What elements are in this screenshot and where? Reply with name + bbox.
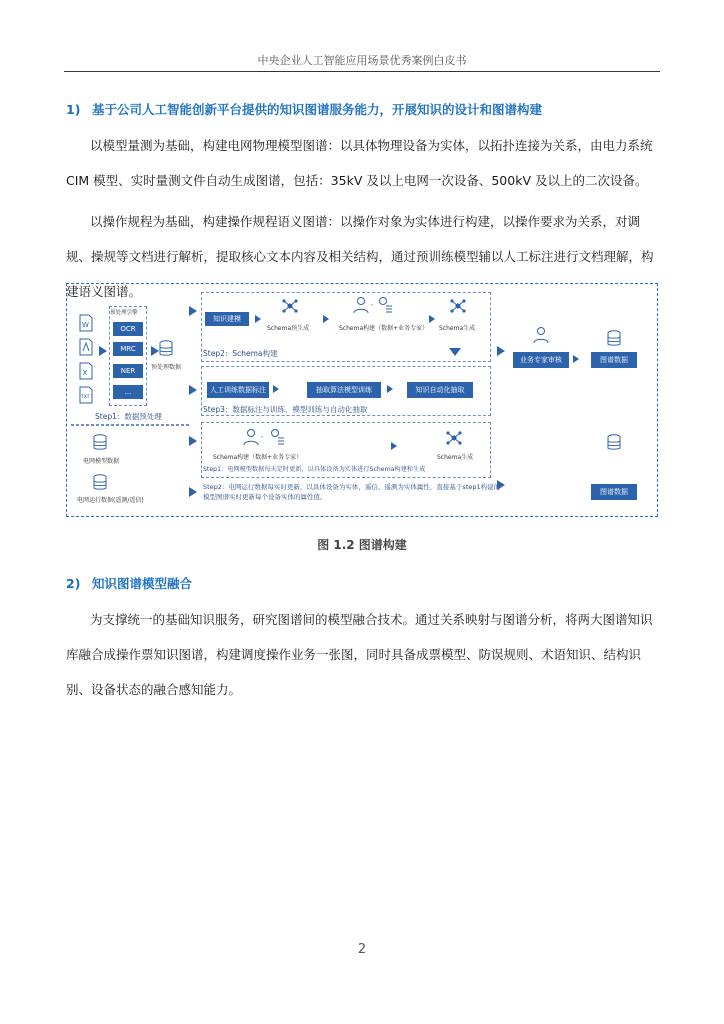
grid-model-data-label: 电网模型数据 xyxy=(83,458,120,465)
section-2-title: 知识图谱模型融合 xyxy=(92,576,193,591)
section-2-paragraph: 为支撑统一的基础知识服务，研究图谱间的模型融合技术。通过关系映射与图谱分析，将两大图谱知识库融合成操作票知识图谱，构建调度操作业务一张图，同时具备成票模型、防误规则、术语知识、结构识别、设备状态的融合感知能力。 xyxy=(66,612,653,697)
network-graph-icon xyxy=(445,430,463,446)
page-header: 中央企业人工智能应用场景优秀案例白皮书 xyxy=(257,54,467,67)
word-file-icon xyxy=(79,314,93,332)
arrow-down-to-step3 xyxy=(449,348,461,356)
grid-step1-label: Step1：电网模型数据每天定时更新，以具体设备为实体进行Schema构建和生成 xyxy=(203,466,426,473)
arrow-label-to-train xyxy=(273,385,279,393)
schema-build-label: Schema构建（数据+业务专家） xyxy=(339,325,429,332)
arrow-train-to-extract xyxy=(387,385,393,393)
arrow-pregen xyxy=(323,315,329,323)
network-graph-icon xyxy=(449,298,467,314)
preprocess-data-label: 预处理数据 xyxy=(151,364,182,371)
arrow-grid-model xyxy=(189,436,197,446)
schema-gen-label: Schema生成 xyxy=(439,325,476,332)
expert-review-box: 业务专家审核 xyxy=(513,352,569,368)
svg-text:W: W xyxy=(82,321,89,329)
auto-extract-box: 知识自动化抽取 xyxy=(407,382,473,398)
network-graph-icon xyxy=(281,298,299,314)
step1-preprocess-label: Step1：数据预处理 xyxy=(95,412,162,421)
step3-label: Step3：数据标注与训练、模型训练与自动化抽取 xyxy=(203,405,368,414)
database-icon xyxy=(93,474,107,492)
arrow-to-graph-data-2 xyxy=(497,480,505,490)
graph-data-box-2: 图谱数据 xyxy=(591,484,637,500)
ocr-box: OCR xyxy=(113,322,143,336)
grid-schema-build-label: Schema构建（数据+业务专家） xyxy=(213,454,303,461)
section-1-heading xyxy=(66,100,542,118)
pdf-file-icon xyxy=(79,338,93,356)
arrow-build xyxy=(429,315,435,323)
figure-caption: 图 1.2 图谱构建 xyxy=(317,538,407,552)
more-box: ... xyxy=(113,385,143,399)
schema-pregen-label: Schema预生成 xyxy=(267,325,310,332)
excel-file-icon xyxy=(79,362,93,380)
database-icon xyxy=(93,434,107,452)
grid-schema-gen-label: Schema生成 xyxy=(437,454,474,461)
arrow-engine-to-data xyxy=(151,346,159,356)
section-2-number: 2) xyxy=(66,576,81,591)
arrow-to-step3 xyxy=(189,385,197,395)
preprocess-engine-label: 预处理引擎 xyxy=(110,310,138,316)
plus-sign-2: , xyxy=(261,432,263,439)
arrow-files-to-engine xyxy=(99,346,107,356)
section-1-paragraph-2: 以操作规程为基础，构建操作规程语义图谱：以操作对象为实体进行构建，以操作要求为关系，对调规、操规等文档进行解析，提取核心文本内容及相关结构，通过预训练模型辅以人工标注进行文档理解，构建语义图谱。 xyxy=(66,214,654,299)
svg-text:X: X xyxy=(82,369,88,377)
mrc-box: MRC xyxy=(113,342,143,356)
ner-box: NER xyxy=(113,364,143,378)
arrow-review-to-graph xyxy=(573,355,579,363)
list-person-icon xyxy=(377,296,393,314)
section-1-number: 1) xyxy=(66,102,81,117)
arrow-grid-running xyxy=(189,487,197,497)
arrow-to-review xyxy=(497,346,505,356)
grid-running-data-label: 电网运行数据(遥测/遥信) xyxy=(77,497,144,504)
page-number: 2 xyxy=(357,942,367,957)
svg-text:TXT: TXT xyxy=(81,395,90,400)
database-icon xyxy=(159,340,173,358)
expert-person-icon xyxy=(533,326,549,344)
step2-schema-label: Step2：Schema构建 xyxy=(203,349,278,358)
section-2-heading xyxy=(66,574,192,592)
manual-label-box: 人工训练数据标注 xyxy=(207,382,269,398)
grid-step2-label: Step2：电网运行数据每实时更新，以具体设备为实体，遥信、遥测为实体属性，直接基于step1构建的模型图谱实时更新每个设备实体的属性值。 xyxy=(203,483,501,501)
section-1-title: 基于公司人工智能创新平台提供的知识图谱服务能力，开展知识的设计和图谱构建 xyxy=(92,102,543,117)
graph-data-box-1: 图谱数据 xyxy=(591,352,637,368)
database-icon xyxy=(607,434,621,452)
txt-file-icon xyxy=(79,386,93,404)
expert-person-icon xyxy=(353,296,369,314)
extract-train-box: 抽取算法模型训练 xyxy=(307,382,381,398)
preprocess-divider xyxy=(71,424,189,426)
plus-sign: , xyxy=(371,300,373,307)
header-rule xyxy=(64,71,660,72)
knowledge-modeling-box: 知识建模 xyxy=(205,312,249,326)
arrow-grid-build xyxy=(391,442,397,450)
section-1-paragraph-1: 以模型量测为基础，构建电网物理模型图谱：以具体物理设备为实体，以拓扑连接为关系，由电力系统 CIM 模型、实时量测文件自动生成图谱，包括：35kV 及以上电网一次设备、500kV 及以上的二次设备。 xyxy=(66,138,653,188)
list-person-icon xyxy=(269,428,285,446)
knowledge-graph-construction-diagram xyxy=(66,283,658,517)
expert-person-icon xyxy=(243,428,259,446)
arrow-modeling xyxy=(255,315,261,323)
database-icon xyxy=(607,330,621,348)
arrow-to-schema xyxy=(189,306,197,316)
